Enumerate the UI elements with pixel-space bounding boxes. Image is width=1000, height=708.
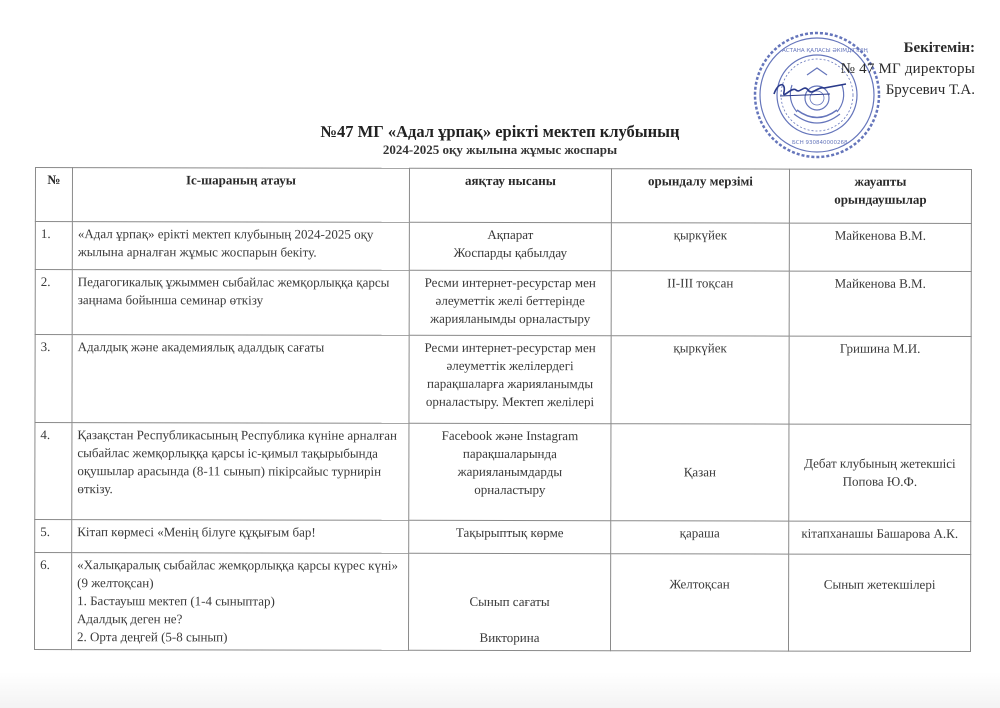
event-name-line: 2. Орта деңгей (5-8 сынып)	[77, 629, 228, 645]
completion-form-line: жарияланымдарды	[457, 463, 563, 480]
header-no: №	[35, 168, 72, 222]
title-line-1: №47 МГ «Адал ұрпақ» ерікті мектеп клубының	[320, 122, 680, 141]
event-name	[71, 553, 408, 651]
header-period: орындалу мерзімі	[611, 169, 789, 223]
responsible: Гришина М.И.	[789, 336, 971, 424]
completion-form-line: Ақпарат	[487, 226, 534, 243]
responsible: Майкенова В.М.	[789, 271, 971, 336]
table-row	[35, 222, 971, 272]
completion-form-line: жарияланымды орналастыру	[430, 310, 591, 327]
approval-block	[790, 38, 975, 101]
period: қыркүйек	[611, 223, 789, 271]
responsible: Майкенова В.М.	[789, 223, 971, 271]
completion-form-line: Викторина	[479, 629, 540, 646]
event-name-line: Адалдық деген не?	[77, 611, 183, 627]
row-number: 2.	[35, 270, 72, 335]
table-row	[35, 335, 971, 425]
completion-form-line: парақшаларында	[462, 445, 557, 462]
approval-director-title: № 47 МГ директоры	[840, 61, 975, 77]
period-value: Желтоқсан	[669, 576, 730, 592]
responsible: Дебат клубының жетекшісі Попова Ю.Ф.	[789, 424, 971, 521]
table-header-row	[35, 168, 971, 224]
table-row	[35, 423, 971, 522]
approval-director-name: Брусевич Т.А.	[885, 82, 975, 98]
completion-form-line: Тақырыптық көрме	[455, 524, 564, 541]
period: Қазан	[611, 424, 789, 521]
page-bottom-edge	[0, 672, 1000, 708]
completion-form-line: Жоспарды қабылдау	[453, 244, 568, 261]
responsible	[788, 554, 970, 651]
event-name: Педагогикалық ұжыммен сыбайлас жемқорлыққа қарсы заңнама бойынша семинар өткізу	[72, 270, 409, 336]
completion-form	[408, 553, 610, 650]
table-row	[34, 553, 970, 652]
completion-form-line: парақшаларға жарияланымды	[427, 375, 594, 392]
event-name-line: «Халықаралық сыбайлас жемқорлыққа қарсы күрес күні» (9 желтоқсан)	[77, 557, 399, 591]
completion-form-line: орналастыру. Мектеп желілері	[425, 393, 595, 410]
header-responsible-line-2: орындаушылар	[834, 191, 927, 207]
document-title	[250, 122, 750, 158]
period: қараша	[611, 521, 789, 554]
event-name: «Адал ұрпақ» ерікті мектеп клубының 2024-2025 оқу жылына арналған жұмыс жоспарын бекіту.	[72, 222, 409, 271]
completion-form	[409, 423, 611, 520]
row-number: 3.	[35, 335, 72, 423]
header-event-name: Іс-шараның атауы	[72, 168, 409, 223]
row-number: 5.	[35, 520, 72, 553]
completion-form	[409, 335, 611, 423]
responsible-value: Сынып жетекшілері	[823, 576, 936, 592]
completion-form-line: орналастыру	[474, 481, 546, 498]
period: II-III тоқсан	[611, 271, 789, 336]
table-row	[35, 520, 971, 555]
table-row	[35, 270, 971, 337]
completion-form-line: Ресми интернет-ресурстар мен	[424, 274, 596, 291]
completion-form-line: Ресми интернет-ресурстар мен	[424, 339, 596, 356]
title-line-2: 2024-2025 оқу жылына жұмыс жоспары	[382, 142, 618, 157]
row-number: 1.	[35, 222, 72, 270]
header-responsible-line-1: жауапты	[854, 173, 907, 189]
event-name-line: 1. Бастауыш мектеп (1-4 сыныптар)	[77, 593, 275, 609]
responsible: кітапханашы Башарова А.К.	[789, 521, 971, 554]
event-name: Кітап көрмесі «Менің білуге құқығым бар!	[72, 520, 409, 554]
work-plan-table	[34, 167, 972, 652]
header-completion-form: аяқтау нысаны	[409, 168, 611, 222]
completion-form-line: Facebook және Instagram	[441, 427, 579, 444]
period: қыркүйек	[611, 336, 789, 424]
row-number: 4.	[35, 423, 72, 520]
completion-form-line: әлеуметтік желі беттерінде	[435, 292, 585, 309]
period	[610, 554, 788, 651]
completion-form-line: әлеуметтік желілердегі	[446, 357, 574, 374]
completion-form-line: Сынып сағаты	[469, 593, 550, 610]
row-number: 6.	[34, 553, 71, 650]
approval-heading: Бекітемін:	[903, 40, 975, 56]
completion-form	[409, 270, 611, 335]
header-responsible	[789, 169, 971, 223]
completion-form	[409, 520, 611, 553]
svg-text:БСН 930840000268: БСН 930840000268	[792, 140, 848, 146]
completion-form	[409, 222, 611, 270]
svg-text:АСТАНА ҚАЛАСЫ ӘКІМДІГІНІҢ: АСТАНА ҚАЛАСЫ ӘКІМДІГІНІҢ	[782, 48, 868, 54]
event-name: Адалдық және академиялық адалдық сағаты	[72, 335, 409, 424]
event-name: Қазақстан Республикасының Республика күніне арналған сыбайлас жемқорлыққа қарсы іс-қимыл тақырыбында оқушылар арасында (8-11 сынып) пікірсайыс турнирін өткізу.	[72, 423, 409, 521]
